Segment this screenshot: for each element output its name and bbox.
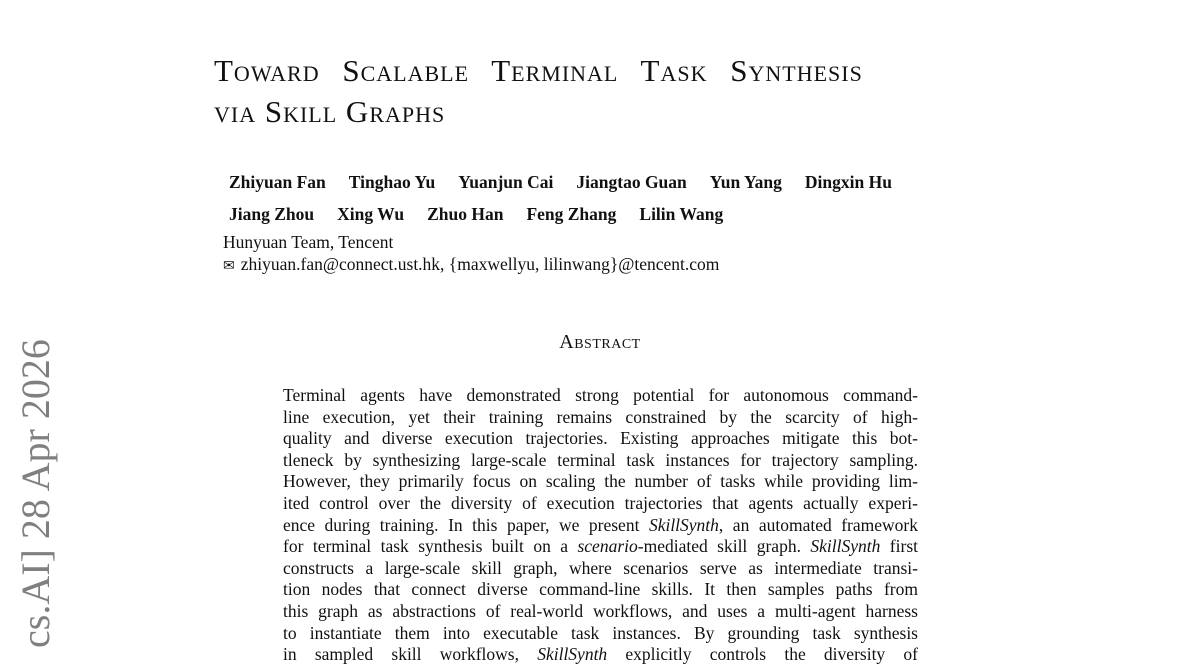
abstract-line: line execution, yet their training remains constrained by the scarcity of high- [283,406,918,427]
abstract-line: Terminal agents have demonstrated strong potential for autonomous command- [283,385,918,405]
abstract-line: tleneck by synthesizing large-scale terminal task instances for trajectory sampling. [283,449,918,470]
author-name: Dingxin Hu [804,172,892,192]
abstract-line: However, they primarily focus on scaling the number of tasks while providing lim- [283,471,918,492]
author-name: Zhuo Han [427,204,504,224]
author-name: Yun Yang [709,172,782,192]
affiliation-block [223,231,719,278]
paper-title [214,50,1014,132]
envelope-icon: ✉ [223,259,235,274]
abstract-heading: Abstract [559,331,641,353]
abstract-line: constructs a large-scale skill graph, where scenarios serve as intermediate transi- [283,557,918,578]
abstract-line: in sampled skill workflows, SkillSynth explicitly controls the diversity of [283,644,918,665]
author-list [229,166,915,230]
abstract-line: tion nodes that connect diverse command-line skills. It then samples paths from [283,579,918,600]
author-name: Jiangtao Guan [576,172,687,192]
affiliation: Hunyuan Team, Tencent [223,232,394,252]
title-line: Toward Scalable Terminal Task Synthesis [214,53,863,88]
author-name: Yuanjun Cai [458,172,554,192]
author-email[interactable]: zhiyuan.fan@connect.ust.hk, {maxwellyu, lilinwang}@tencent.com [240,254,720,274]
abstract-body [283,385,918,665]
abstract-line: ited control over the diversity of execution trajectories that agents actually experi- [283,492,918,513]
abstract-line: to instantiate them into executable task instances. By grounding task synthesis [283,622,918,643]
author-name: Lilin Wang [639,204,724,224]
author-name: Jiang Zhou [229,204,315,224]
abstract-line: ence during training. In this paper, we present SkillSynth, an automated framework [283,514,918,535]
abstract-line: this graph as abstractions of real-world workflows, and uses a multi-agent harness [283,600,918,621]
title-line: via Skill Graphs [214,94,446,129]
author-name: Zhiyuan Fan [229,172,326,192]
abstract-line: quality and diverse execution trajectories. Existing approaches mitigate this bot- [283,428,918,449]
arxiv-stamp: cs.AI] 28 Apr 2026 [13,339,58,648]
author-name: Xing Wu [337,204,405,224]
abstract-line: for terminal task synthesis built on a scenario-mediated skill graph. SkillSynth first [283,536,918,557]
author-name: Tinghao Yu [348,172,436,192]
author-name: Feng Zhang [526,204,617,224]
